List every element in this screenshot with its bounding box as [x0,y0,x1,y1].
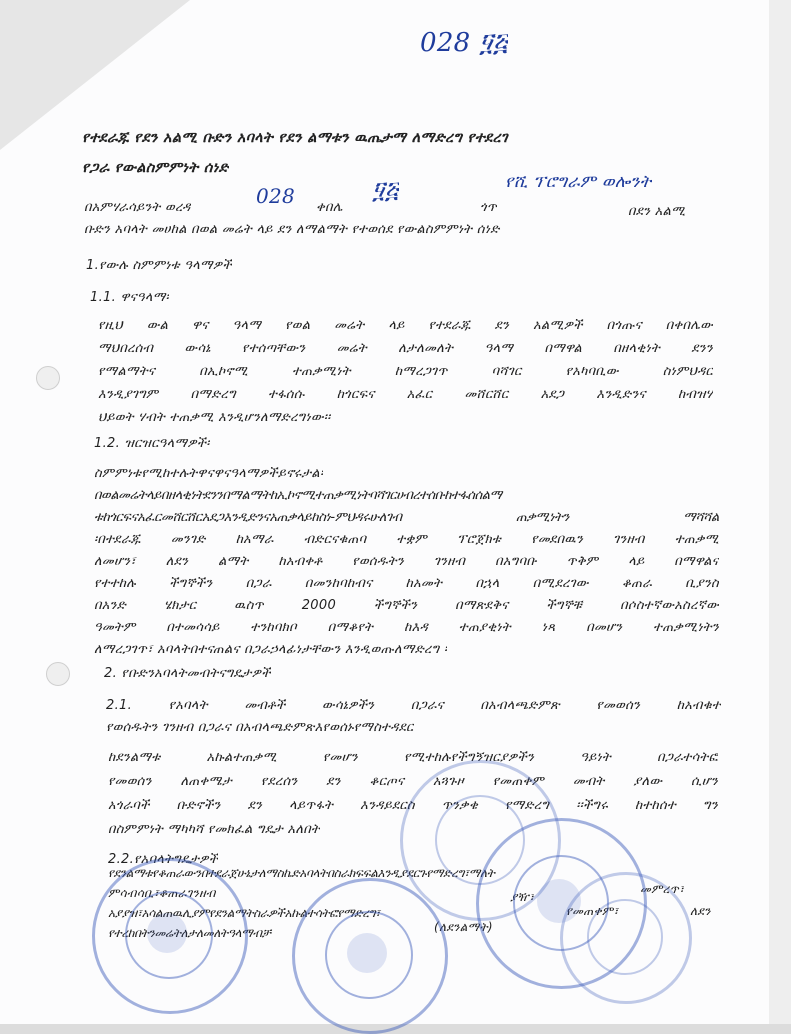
paragraph-line: እንዲያገግም በማድረግ ተፋሰሱ ከጎርፍና አፈር መሸርሸር አደጋ እንዲድንና ከብዝሃ [98,387,713,402]
paragraph-line: ዓመትም በተመሳሳይ ተንከባክቦ በማቆየት ከእዳ ተጠያቂነት ነጻ በመሆን ተጠቃሚነትን [94,620,719,635]
title-line-2: የጋራ የውልስምምነት ሰነድ [82,160,229,176]
paragraph-line: የማልማትና በኢኮኖሚ ተጠቃሚነት ከማረጋገጥ ባሻገር የአካባቢው ስነምህዳር [98,364,713,379]
obligation-right: የመጠቀም፣ [566,904,619,918]
official-seal [92,858,248,1014]
intro-end: በደን አልሚ [628,204,686,219]
paragraph-line: በወልመሬትላይበዘላቂነትደንንበማልማትከኢኮኖሚተጠቃሚነትባሻገርሀብረተሰቡከተፋሰሰልማ [94,488,502,503]
obligation-line: የደንልማቱየቆጠራውንበተደራጀሁኔታለማስኬድአባላትበስራክፍፍልእንዲያደርጉየማድረግ፣ማለት [108,866,495,880]
section-2-heading: 2. የቡድንአባላትመብትናግዴታዎች [104,666,271,681]
paragraph-line: አጎራባች ቡድኖችን ደን ላይጥፋት እንዳይደርስ ጥንቃቄ የማድረግ ፡፡ችግሩ ከተከሰተ ግን [108,798,718,813]
paragraph-line: ቱከጎርፍናአፈርመሸርሸርአደጋእንዲድንናአጠቃላይከስነ-ምህዳሩሁለገብ ጠቃሚነትን ማሻሻል [94,510,719,525]
folded-corner [0,0,190,150]
paragraph-line: በአንድ ሄክታር ዉስጥ 2000 ችግኞችን በማጽደቅና ችግኞቹ በሶስተኛውአስረኛው [94,598,719,613]
paragraph-line: ህይወት ሃብት ተጠቃሚ እንዲሆንለማድረግነው፡፡ [98,410,331,425]
paragraph-line: የመወሰን ለጠቀሜታ የደረሰን ደን ቆርጦና አጓጉዞ የመጠቀም መብት ያለው ሲሆን [108,774,718,789]
subsection-2-1-line: የወሰዱትን ገንዘብ በጋራና በአብላጫድምጽእየወሰኑየማስተዳደር [106,720,414,735]
paragraph-line: የተተከሉ ችግኞችን በጋራ በመንከባከብና ከአመት በኋላ በሚደረገው ቆጠራ ቢያንስ [94,576,719,591]
section-1-heading: 1.የውሉ ስምምነቱ ዓላማዎች [86,258,232,273]
punch-hole [36,366,60,390]
paragraph-line: ማህበረሰብ ውሳኔ የተሰጣቸውን መሬት ለታለመለት ዓላማ በማዋል በዘላቂነት ደንን [98,341,713,356]
official-seal [292,878,448,1034]
subsection-2-1-line: 2.1. የአባላት መብቶች ውሳኔዎችን በጋራና በአብላጫድምጽ የመወሰን ከአብቁተ [106,698,721,713]
title-line-1: የተደራጁ የደን አልሚ ቡድን አባላት የደን ልማቱን ዉጤታማ ለማድረግ የተደረገ [82,130,508,146]
paragraph-line: ለማረጋገጥ፣ አባላትበተናጠልና በጋራኃላፊነታቸውን እንዲወጡለማድረግ ፡ [94,642,448,657]
paragraph-line: በስምምነት ማካካሻ የመክፈል ግዴታ አለበት [108,822,321,837]
kebele-handwritten: ፶፭ [372,176,399,204]
obligation-right: መምረጥ፣ [640,882,685,896]
kebele-label: ቀበሌ [316,200,343,215]
woreda-handwritten: 028 [256,184,296,208]
obligation-right: ለደን [690,904,711,918]
subsection-2-2-heading: 2.2.የአባላትግዴታዎች [108,852,219,867]
obligation-line: ምሳብሳቢ፣ቆጠራገንዘብ [108,886,216,900]
paragraph-line: ከደንልማቱ አኩልተጠቃሚ የመሆን የሚተከሉየችግኝዝርያዎችን ዓይነት በጋራተሳትፎ [108,750,718,765]
obligation-right: (ለደንልማት) [434,920,493,934]
official-seal [560,872,692,1004]
punch-hole [46,662,70,686]
page-edge [769,0,791,1024]
intro-line-2: ቡድን አባላት መሀከል በወል መሬት ላይ ደን ለማልማት የተወሰደ የውልስምምነት ሰነድ [84,222,500,237]
obligation-line: የተረከበትንመሬትለታለመለትዓላማብቻ [108,926,271,940]
paragraph-line: ስምምነቱየሚከተሉትዋናዋናዓላማዎችይኖሩታል፡ [94,466,324,481]
got-handwritten: የሺ ፕሮግራም ወሎንት [505,172,652,192]
reference-number: 028 ፶፭ [420,28,508,58]
intro-start: በአምሃራሳይንት ወረዳ [84,200,191,215]
paragraph-line: የዚህ ውል ዋና ዓላማ የወል መሬት ላይ የተደራጁ ደን አልሚዎች በጎጡና በቀበሌው [98,318,713,333]
subsection-1-1-heading: 1.1. ዋናዓላማ፡ [90,290,169,305]
got-label: ጎጥ [480,200,497,215]
subsection-1-2-heading: 1.2. ዝርዝርዓላማዎች፡ [94,436,210,451]
obligation-right: ያዥ፣ [510,890,535,904]
paragraph-line: ለመሆን፣ ለደን ልማት ከአብቀቶ የወሰዱትን ገንዘብ በአግባቡ ጥቅም ላይ በማዋልና [94,554,719,569]
obligation-line: አያያዝ፣አሳልጠዉሊያምየደንልማትስራዎችአኩልተሳትፎየማድረግ፣ [108,906,380,920]
paragraph-line: ፡በተደራጁ መንገድ ከአማራ ብድርናቁጠባ ተቋም ፕሮጀክቱ የመደበዉን ገንዘብ ተጠቃሚ [94,532,719,547]
